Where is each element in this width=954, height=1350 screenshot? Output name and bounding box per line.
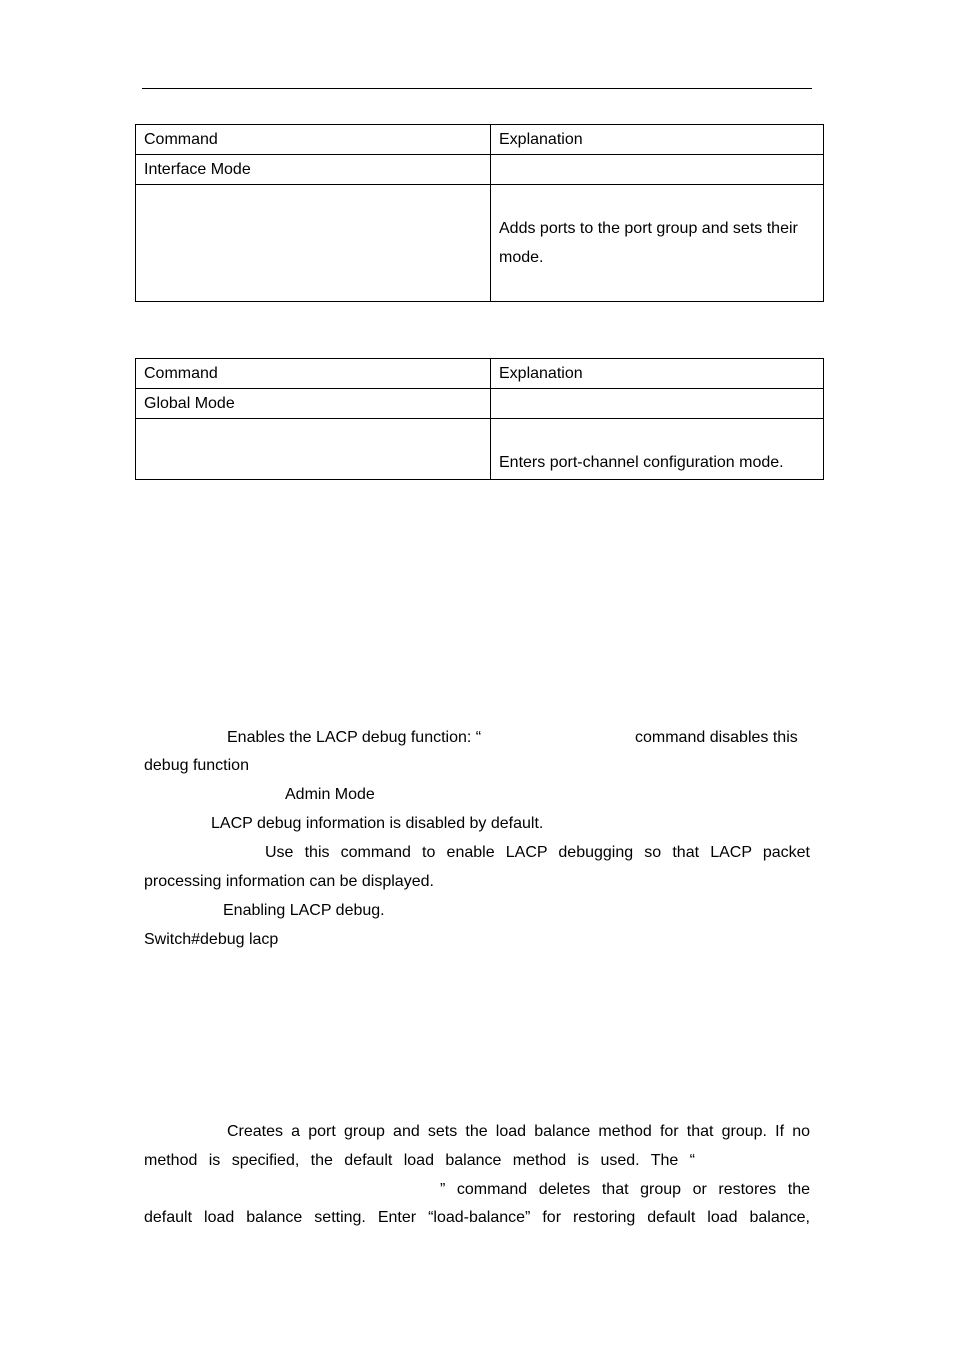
debug-usage-line2: processing information can be displayed. [144,873,434,890]
portgroup-usage-line1: Creates a port group and sets the load balance method for that group. If no [227,1123,810,1140]
debug-function-text: Enables the LACP debug function: “ [227,729,482,746]
mode-explanation-cell [491,155,824,185]
portgroup-usage-line2: method is specified, the default load balance method is used. The “ [144,1152,695,1169]
interface-mode-command-table [135,124,824,302]
mode-explanation-cell [491,389,824,419]
debug-default: LACP debug information is disabled by default. [211,815,544,832]
command-cell [136,419,491,480]
debug-command-mode: Admin Mode [285,786,375,803]
global-mode-command-table [135,358,824,480]
explanation-header: Explanation [491,125,824,155]
portgroup-usage-line4: default load balance setting. Enter “load-balance” for restoring default load balance, [144,1209,810,1226]
command-header: Command [136,359,491,389]
mode-row [136,155,824,185]
explanation-cell [491,185,824,302]
debug-example-command: Switch#debug lacp [144,931,279,948]
mode-cell: Interface Mode [136,155,491,185]
debug-usage-line1: Use this command to enable LACP debugging so that LACP packet [265,844,810,861]
command-header: Command [136,125,491,155]
debug-example: Enabling LACP debug. [223,902,385,919]
explanation-cell: Enters port-channel configuration mode. [491,419,824,480]
portgroup-usage-line3: ” command deletes that group or restores the [440,1181,810,1198]
table-row [136,419,824,480]
header-rule [142,88,812,89]
mode-cell: Global Mode [136,389,491,419]
table-row [136,185,824,302]
debug-function-text-line2: debug function [144,757,249,774]
table-header-row [136,125,824,155]
explanation-line: Adds ports to the port group and sets their [499,220,798,237]
mode-row [136,389,824,419]
command-cell [136,185,491,302]
explanation-header: Explanation [491,359,824,389]
debug-function-text-end: command disables this [635,729,798,746]
table-header-row [136,359,824,389]
explanation-line: mode. [499,249,544,266]
